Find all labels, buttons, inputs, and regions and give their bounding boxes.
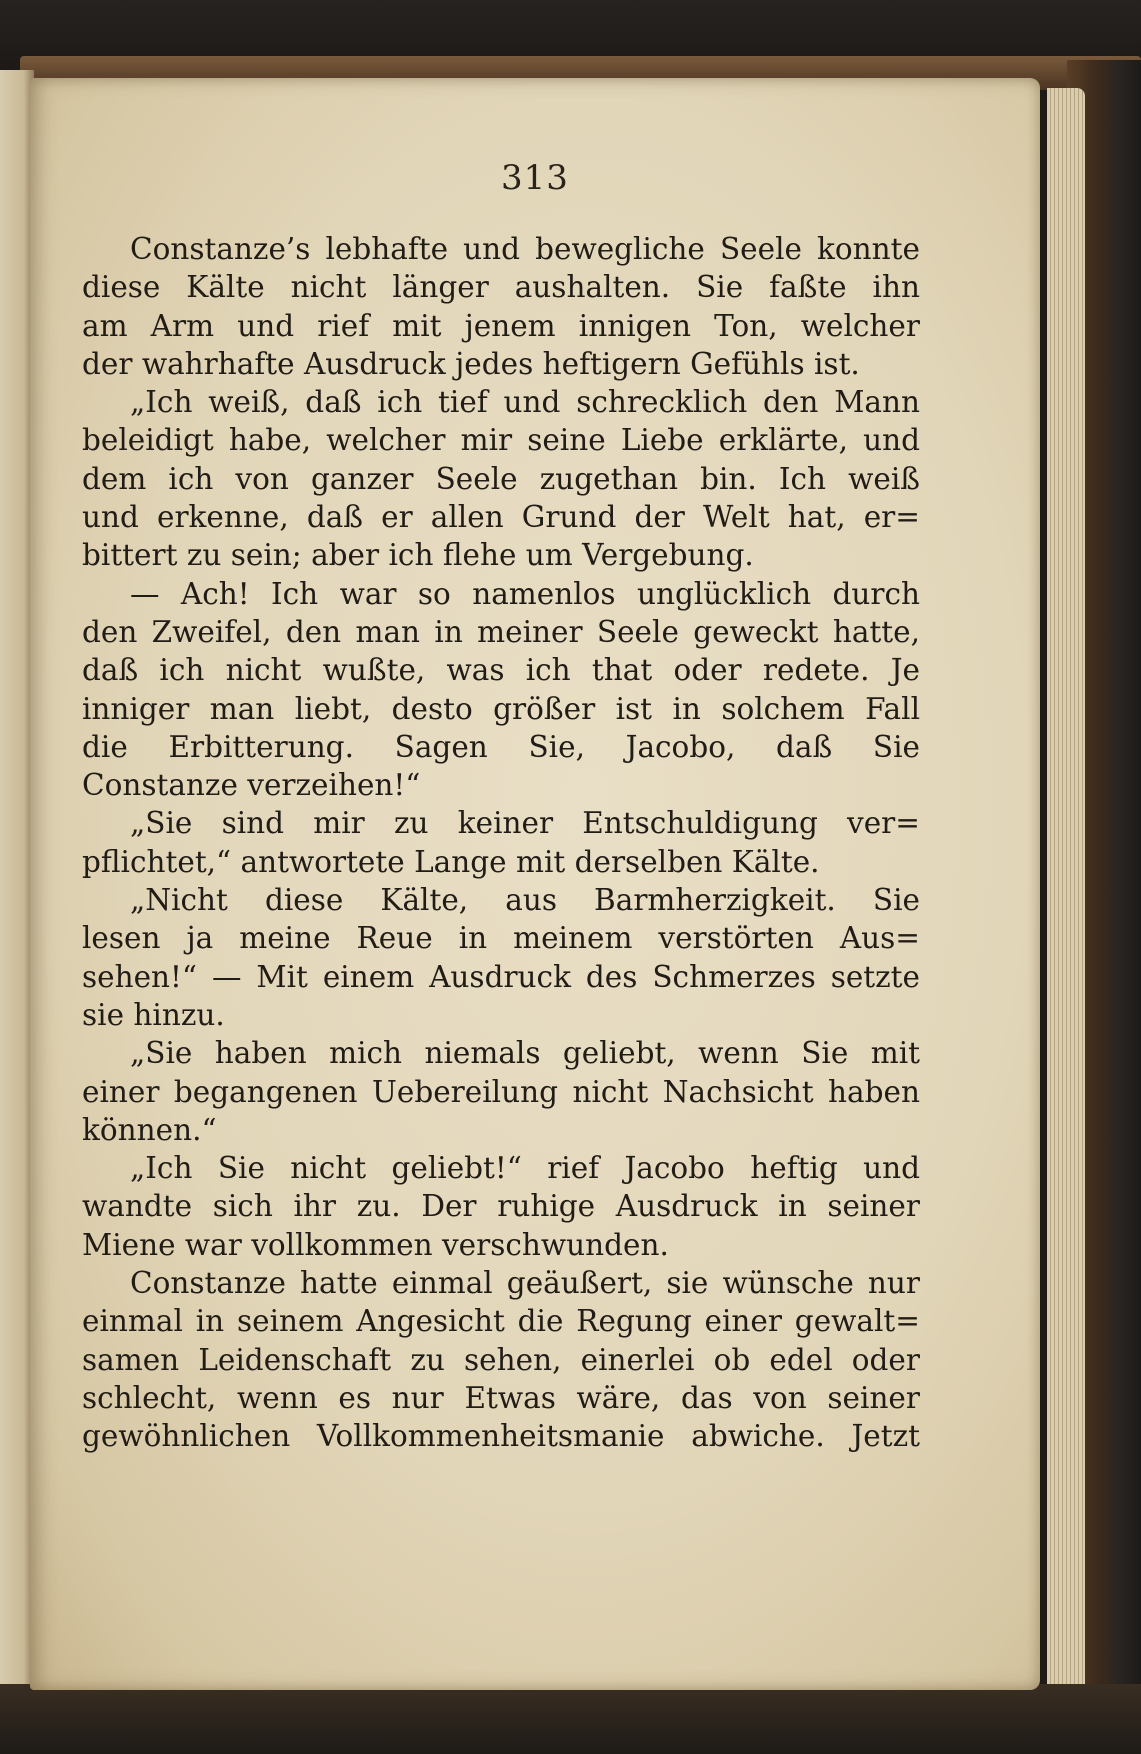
text-line: den Zweifel, den man in meiner Seele geweckt hatte, [82,614,920,649]
text-line: bittert zu sein; aber ich flehe um Vergebung. [82,538,754,573]
text-line: gewöhnlichen Vollkommenheitsmanie abwiche. Jetzt [82,1419,920,1454]
text-line: die Erbitterung. Sagen Sie, Jacobo, daß Sie [82,729,920,764]
text-line: Constanze’s lebhafte und bewegliche Seele konnte [130,232,920,266]
text-line: einer begangenen Uebereilung nicht Nachsicht haben [82,1074,920,1109]
text-line: diese Kälte nicht länger aushalten. Sie faßte ihn [82,270,920,305]
text-line: „Sie sind mir zu keiner Entschuldigung ver= [130,806,920,841]
text-line: lesen ja meine Reue in meinem verstörten Aus= [82,921,920,956]
text-line: pflichtet,“ antwortete Lange mit derselben Kälte. [82,844,820,879]
text-line: wandte sich ihr zu. Der ruhige Ausdruck in seiner [82,1189,920,1224]
book-page [30,78,1040,1690]
text-line: daß ich nicht wußte, was ich that oder redete. Je [82,653,920,688]
text-line: sie hinzu. [82,997,225,1032]
text-line: „Sie haben mich niemals geliebt, wenn Sie mit [130,1036,920,1071]
text-line: Constanze verzeihen!“ [82,768,421,803]
text-line: „Nicht diese Kälte, aus Barmherzigkeit. Sie [130,883,920,918]
text-line: inniger man liebt, desto größer ist in solchem Fall [82,691,920,726]
text-line: — Ach! Ich war so namenlos unglücklich durch [130,576,920,611]
page-edges [1047,88,1085,1692]
page-text [82,230,920,1456]
text-line: dem ich von ganzer Seele zugethan bin. Ich weiß [82,461,920,496]
text-line: und erkenne, daß er allen Grund der Welt hat, er= [82,500,920,535]
text-line: Miene war vollkommen verschwunden. [82,1227,669,1262]
page-number: 313 [501,158,569,198]
text-line: am Arm und rief mit jenem innigen Ton, welcher [82,308,920,343]
facing-page-edge [0,70,34,1700]
scanner-bed-bottom [0,1684,1141,1754]
text-line: Constanze hatte einmal geäußert, sie wünsche nur [130,1266,920,1301]
text-line: samen Leidenschaft zu sehen, einerlei ob edel oder [82,1342,920,1377]
text-line: einmal in seinem Angesicht die Regung einer gewalt= [82,1304,920,1339]
text-line: der wahrhafte Ausdruck jedes heftigern Gefühls ist. [82,346,860,381]
text-line: schlecht, wenn es nur Etwas wäre, das von seiner [82,1380,920,1415]
text-line: „Ich weiß, daß ich tief und schrecklich den Mann [130,385,920,420]
text-line: beleidigt habe, welcher mir seine Liebe erklärte, und [82,423,920,458]
text-line: sehen!“ — Mit einem Ausdruck des Schmerzes setzte [82,959,920,994]
text-line: können.“ [82,1112,217,1147]
text-line: „Ich Sie nicht geliebt!“ rief Jacobo heftig und [130,1151,920,1186]
